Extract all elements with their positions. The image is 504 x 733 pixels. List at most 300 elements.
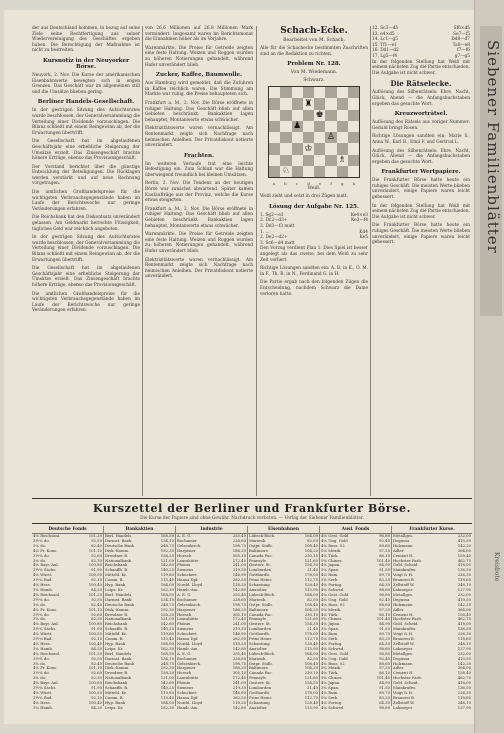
security-price: 100,80 (88, 562, 102, 568)
board-square (292, 166, 303, 177)
security-price: 282,50 (232, 577, 246, 583)
security-price: 101,10 (88, 547, 102, 553)
security-price: 101,10 (88, 665, 102, 671)
security-price: 84,20 (91, 586, 102, 592)
security-price: 86,10 (379, 670, 390, 676)
security-name: 4% Oest. Gold (321, 650, 349, 656)
security-name: 3½% Sächs. (33, 626, 57, 632)
security-price: 140,25 (160, 626, 174, 632)
security-price: 64,30 (379, 582, 390, 588)
security-name: Schantung (249, 640, 270, 646)
security-price: 118,20 (232, 582, 246, 588)
security-price: 248,10 (457, 699, 471, 705)
security-price: 162,30 (160, 586, 174, 592)
security-name: Pennsylv. (249, 557, 267, 563)
security-price: 64,30 (379, 699, 390, 705)
section-heading: Zucker, Kaffee, Baumwolle. (155, 72, 243, 79)
security-name: Bochumer (177, 596, 197, 602)
security-name: 4% Russ. 02 (321, 542, 345, 548)
security-price: 248,10 (457, 640, 471, 646)
security-price: 248,75 (160, 542, 174, 548)
security-name: Laurahütte (177, 675, 199, 681)
board-square (292, 87, 303, 98)
security-name: 3% do. (33, 660, 47, 666)
paragraph: Die Reichsbank hat den Diskontsatz unverändert gelassen. Am Geldmarkt herrschte Flüssigkeit, tägliches Geld war reichlich angeboten. (32, 215, 140, 232)
security-name: 4% Reichsanl. (33, 533, 61, 538)
column-1 (32, 26, 140, 496)
security-price: 104,20 (304, 606, 318, 612)
security-price: 168,50 (160, 650, 174, 656)
divider (32, 523, 472, 524)
security-name: Zellstoff W. (393, 582, 415, 588)
problem-author: Von M. Wiedemann. (290, 70, 338, 76)
board-square (337, 155, 348, 166)
security-price: 92,10 (91, 636, 102, 642)
move-text: 17. Lg5—f4 (372, 53, 398, 59)
security-name: Hochster Farb. (393, 557, 423, 563)
board-square (269, 132, 280, 143)
paragraph: von 26,6 Millionen auf 26,8 Millionen Mark vermindert. Insgesamt waren im Berichtsmonat die Einnahmen höher als im Vorjahre. (145, 26, 253, 43)
security-price: 184,00 (160, 640, 174, 646)
column-rule (256, 26, 257, 496)
security-price: 178,00 (304, 690, 318, 695)
security-name: Mainkraftw. (393, 567, 417, 573)
security-price: 121,00 (160, 557, 174, 563)
security-price: 92,40 (379, 537, 390, 543)
file-label: g (341, 181, 344, 187)
chess-piece: ♚ (315, 109, 324, 120)
security-price: 164,00 (304, 533, 318, 538)
security-price: 97,20 (379, 606, 390, 612)
security-price: 92,50 (91, 655, 102, 661)
security-name: Berl. Handels (105, 591, 132, 597)
board-square (325, 132, 336, 143)
security-name: Voigt & H. (393, 690, 414, 695)
board-square (325, 121, 336, 132)
chess-section-title: Schach-Ecke. (280, 26, 348, 36)
security-name: Hamb.-Am. (177, 704, 199, 710)
move-text: 3. Sc6—d4 matt (260, 240, 295, 246)
board-square (269, 166, 280, 177)
security-price: 162,30 (160, 704, 174, 710)
paragraph: Die amtlichen Großhandelspreise für die wichtigsten Verbrauchsgegenstände haben im Laufe der Berichtswoche nur geringe Veränderungen erfahren. (32, 190, 140, 212)
security-price: 462,75 (457, 675, 471, 681)
board-square (303, 87, 314, 98)
security-price: 121,60 (304, 616, 318, 622)
board-square (325, 166, 336, 177)
security-name: Anatolier (249, 586, 267, 592)
security-name: 3% Hamb. (33, 586, 54, 592)
security-name: 5% Chines. (321, 675, 343, 681)
security-price: 101,20 (88, 591, 102, 597)
security-name: Gotthardb. (249, 690, 270, 695)
security-price: 82,30 (91, 675, 102, 681)
security-name: Leipz. Kr. (105, 704, 124, 710)
security-price: 96,80 (379, 533, 390, 538)
security-price: 121,00 (160, 675, 174, 681)
security-name: Lahmeyer (393, 645, 413, 651)
security-name: Hoesch (177, 611, 192, 617)
security-price: 83,20 (379, 694, 390, 700)
move-text: 1. ... (260, 229, 270, 235)
solution-moves (260, 213, 368, 247)
board-square (325, 87, 336, 98)
security-price: 364,00 (457, 665, 471, 671)
security-price: 82,50 (307, 655, 318, 661)
security-price: 101,40 (376, 616, 390, 622)
security-name: Marienb. (249, 596, 267, 602)
security-name: Gold. Scheid. (393, 680, 419, 686)
security-name: Reichsbank (105, 562, 128, 568)
security-name: Prinz Heinr. (249, 577, 273, 583)
security-name: Marienb. (249, 655, 267, 661)
move-text: Ke5 (359, 235, 368, 241)
security-name: 4% Reichsanl. (33, 650, 61, 656)
security-name: 4% Schwed. (321, 586, 345, 592)
security-name: Hyp. Bank (105, 699, 126, 705)
security-name: 4% Oest. Gold (321, 591, 349, 597)
security-name: 5% Chines. (321, 616, 343, 622)
board-square (303, 121, 314, 132)
security-name: Nationalbank (105, 616, 131, 622)
paragraph: In der gestrigen Sitzung des Aufsichtsrates wurde beschlossen, der Generalversammlung die Verteilung einer Dividende vorzuschlagen. Die Bilanz schließt mit einem Reingewinn ab, der die Erwartungen übertrifft. (32, 108, 140, 136)
security-price: 82,50 (307, 537, 318, 543)
security-price: 89,70 (379, 631, 390, 637)
security-price: 158,20 (160, 611, 174, 617)
security-price: 64,30 (379, 640, 390, 646)
board-square (314, 98, 325, 109)
security-name: 5% Serb. (321, 694, 339, 700)
board-square (280, 143, 291, 154)
security-name: 4% Ung. Gold (321, 596, 348, 602)
board-square (292, 155, 303, 166)
security-name: Lübeck-Büch. (249, 533, 276, 538)
move-text: Ke4×e3 (350, 212, 368, 218)
security-name: Laurahütte (177, 616, 199, 622)
security-name: Darmst. Bank (105, 655, 132, 661)
security-price: 92,50 (91, 537, 102, 543)
paragraph: Die Frankfurter Börse hatte heute ein ruhiges Geschäft. Die meisten Werte blieben unverändert, einige Papiere waren leicht gebessert. (372, 178, 470, 201)
board-square (348, 110, 359, 121)
security-price: 462,75 (457, 616, 471, 622)
move-text: 12. Sc3—d5 (372, 26, 399, 31)
board-square (292, 132, 303, 143)
move-text: Ke3—f4 (351, 218, 368, 224)
paragraph: Warenmärkte. Die Preise für Getreide zeigten eine feste Haltung. Weizen und Roggen wurden zu höheren Notierungen gehandelt, während Hafer unverändert blieb. (145, 45, 253, 68)
security-price: 86,10 (379, 552, 390, 558)
paragraph: Neuyork, 2. Nov. Die Kurse der amerikanischen Eisenbahnwerte bewegten sich in engen Grenzen. Das Geschäft war im allgemeinen still und die Umsätze blieben gering. (32, 72, 140, 95)
security-price: 142,80 (232, 586, 246, 592)
security-name: Schaaffh. B. (105, 626, 129, 632)
paragraph: Warenmärkte. Die Preise für Getreide zeigten eine feste Haltung. Weizen und Roggen wurden zu höheren Notierungen gehandelt, während Hafer unverändert blieb. (145, 232, 253, 254)
security-price: 84,90 (379, 562, 390, 568)
security-price: 104,20 (304, 665, 318, 671)
security-name: 4% Portug. (321, 582, 343, 588)
security-price: 364,00 (457, 547, 471, 553)
security-name: Canada Pac. (249, 552, 273, 558)
security-price: 142,20 (457, 601, 471, 607)
security-name: Voigt & H. (393, 631, 414, 637)
security-name: Lübeck-Büch. (249, 650, 276, 656)
table-row (32, 706, 103, 711)
paragraph: Frankfurt a. M., 2. Nov. Die Börse eröffnete in ruhiger Haltung. Das Geschäft blieb auf allen Gebieten beschränkt. Bankaktien lagen behauptet, Montanwerte etwas schwächer. (145, 100, 253, 123)
security-price: 127,90 (457, 586, 471, 592)
security-name: Canada Pac. (249, 670, 273, 676)
board-square (292, 121, 303, 132)
security-name: Disk.-Komm. (105, 606, 130, 612)
security-name: Bochumer (177, 655, 197, 661)
security-price: 168,50 (160, 533, 174, 538)
security-price: 219,30 (232, 685, 246, 691)
board-square (314, 87, 325, 98)
security-price: 115,90 (304, 645, 318, 651)
board-square (303, 110, 314, 121)
security-name: Brauerei B. (393, 636, 416, 642)
security-name: 3½% do. (33, 537, 50, 543)
security-name: Marienb. (249, 537, 267, 543)
security-name: Metallges. (393, 650, 414, 656)
security-price: 184,00 (160, 699, 174, 705)
security-name: Brauerei B. (393, 694, 416, 700)
section-heading: Berliner Handels-Gesellschaft. (37, 99, 135, 106)
security-name: 3% do. (33, 675, 47, 681)
board-square (303, 98, 314, 109)
security-name: 3% Hamb. (33, 645, 54, 651)
black-label: Schwarz. (303, 78, 325, 84)
security-name: 3½% Bad. (33, 694, 53, 700)
security-price: 136,50 (457, 626, 471, 632)
exchange-table (248, 526, 320, 710)
security-name: Ostpr. Südb. (249, 601, 273, 607)
security-name: Berl. Handels (105, 650, 132, 656)
security-name: 4% Türk. (321, 552, 339, 558)
security-price: 121,60 (304, 557, 318, 563)
security-name: A. E. G. (177, 650, 192, 656)
board-square (314, 155, 325, 166)
security-name: Hamb.-Am. (177, 586, 199, 592)
security-price: 418,00 (457, 562, 471, 568)
security-price: 255,40 (232, 533, 246, 538)
security-name: Mitteld. Kr. (105, 572, 127, 578)
spine-footer: Kreisbote (493, 552, 500, 582)
security-price: 142,80 (232, 704, 246, 710)
security-price: 91,50 (379, 567, 390, 573)
security-price: 164,00 (304, 591, 318, 597)
board-square (348, 155, 359, 166)
security-name: 4% Schwed. (321, 645, 345, 651)
security-name: Holzmann (393, 542, 413, 548)
security-price: 255,40 (232, 591, 246, 597)
security-price: 172,40 (232, 616, 246, 622)
column-3-chess (260, 26, 368, 496)
security-name: 3½% do. (33, 611, 50, 617)
security-price: 184,00 (160, 582, 174, 588)
board-square (292, 98, 303, 109)
security-name: 3½% do. (33, 596, 50, 602)
security-name: Schuckert (177, 631, 197, 637)
table-row (248, 706, 319, 711)
security-price: 142,20 (457, 660, 471, 666)
security-name: 4% Pr. Kons. (33, 665, 58, 671)
exchange-tables (32, 526, 472, 710)
security-price: 178,00 (304, 631, 318, 637)
security-name: Disk.-Komm. (105, 547, 130, 553)
board-square (314, 110, 325, 121)
board-square (325, 155, 336, 166)
security-price: 112,70 (304, 577, 318, 583)
security-name: Nordd. Lloyd (177, 699, 203, 705)
board-square (314, 121, 325, 132)
security-price: 410,50 (457, 537, 471, 543)
security-name: Comm. B. (105, 694, 124, 700)
move-text: 1. Sg2—e3 (260, 212, 284, 218)
security-name: Degussa (393, 655, 410, 661)
problem-title: Problem Nr. 128. (287, 61, 341, 68)
board-square (337, 166, 348, 177)
move-text: 13. e4×d5 (372, 31, 395, 37)
board-square (269, 87, 280, 98)
security-name: 4% Pr. Kons. (33, 547, 58, 553)
chess-piece: ♟ (293, 121, 302, 132)
table-row (392, 706, 472, 711)
security-price: 88,60 (379, 660, 390, 666)
security-price: 121,60 (304, 675, 318, 681)
security-price: 158,40 (457, 611, 471, 617)
security-name: Lombarden (249, 567, 272, 573)
security-name: 3½% Sächs. (33, 685, 57, 691)
security-name: A. E. G. (177, 591, 192, 597)
security-name: Dresdner B. (105, 670, 129, 676)
security-name: Berl. Handels (105, 533, 132, 538)
security-price: 128,40 (304, 699, 318, 705)
security-price: 142,60 (160, 621, 174, 627)
security-name: Pennsylv. (249, 616, 267, 622)
security-price: 172,40 (232, 675, 246, 681)
security-price: 115,40 (160, 694, 174, 700)
security-name: Schaaffh. B. (105, 567, 129, 573)
security-name: Reichsbank (105, 621, 128, 627)
security-price: 241,00 (232, 621, 246, 627)
security-price: 88,60 (379, 542, 390, 548)
security-name: Holzmann (393, 601, 413, 607)
security-price: 158,20 (160, 552, 174, 558)
paragraph: Die Partie ergab nach den folgenden Zügen die Entscheidung, nachdem Schwarz die Dame verloren hatte. (260, 280, 368, 297)
board-square (269, 98, 280, 109)
paragraph: Die Gesellschaft hat im abgelaufenen Geschäftsjahr eine erhebliche Steigerung der Umsätze erzielt. Das Zinsengeschäft brachte höhere Erträge, ebenso das Provisionsgeschäft. (32, 139, 140, 162)
security-name: Metallges. (393, 591, 414, 597)
security-name: 3½% Bad. (33, 577, 53, 583)
security-price: 92,60 (91, 611, 102, 617)
security-name: 4% Württ. (33, 631, 53, 637)
security-price: 186,20 (232, 665, 246, 671)
security-price: 282,50 (232, 694, 246, 700)
paragraph: In der gestrigen Sitzung des Aufsichtsrates wurde beschlossen, der Generalversammlung die Verteilung einer Dividende vorzuschlagen. Die Bilanz schließt mit einem Reingewinn ab, der die Erwartungen übertrifft. (32, 235, 140, 263)
security-name: Metallges. (393, 533, 414, 538)
board-square (325, 98, 336, 109)
security-name: Disk.-Komm. (105, 665, 130, 671)
security-name: Lahmeyer (393, 704, 413, 710)
move-text: 2. Dc2—d3+ (260, 218, 288, 224)
security-name: Gold. Scheid. (393, 562, 419, 568)
security-price: 92,50 (91, 596, 102, 602)
security-name: 4% Pr. Kons. (33, 606, 58, 612)
board-square (292, 110, 303, 121)
paragraph: Die Gesellschaft hat im abgelaufenen Geschäftsjahr eine erhebliche Steigerung der Umsätze erzielt. Das Zinsengeschäft brachte höhere Erträge, ebenso das Provisionsgeschäft. (32, 266, 140, 288)
stipulation: Weiß zieht und setzt in drei Zügen matt. (260, 194, 348, 200)
security-price: 226,30 (457, 572, 471, 578)
board-square (280, 132, 291, 143)
security-price: 101,20 (88, 533, 102, 538)
file-label: e (318, 181, 322, 187)
security-price: 82,40 (91, 542, 102, 548)
security-name: Hoesch (177, 670, 192, 676)
security-name: Ostpr. Südb. (249, 542, 273, 548)
chess-piece: ♔ (304, 143, 313, 154)
security-price: 21,40 (307, 567, 318, 573)
table-row (320, 706, 391, 711)
column-4 (372, 26, 470, 496)
security-price: 119,80 (160, 572, 174, 578)
security-price: 154,30 (304, 680, 318, 686)
security-name: 4% Rum. (321, 690, 339, 695)
security-price: 21,40 (307, 626, 318, 632)
security-name: 3% do. (33, 557, 47, 563)
security-name: A. E. G. (177, 533, 192, 538)
security-price: 127,90 (457, 645, 471, 651)
security-name: 4% Russ. 02 (321, 601, 345, 607)
security-price: 91,50 (379, 685, 390, 691)
chess-piece: ♜ (304, 98, 313, 109)
security-name: Lombarden (249, 626, 272, 632)
security-price: 248,75 (160, 601, 174, 607)
security-name: Comm. B. (105, 577, 124, 583)
board-square (325, 110, 336, 121)
security-name: Cement H. (393, 552, 414, 558)
security-name: Harpener (177, 606, 196, 612)
security-name: 4% Oest. Gold (321, 533, 349, 538)
security-price: 92,60 (91, 552, 102, 558)
security-price: 100,80 (88, 680, 102, 686)
chess-editor: Bearbeitet von M. Schach. (283, 38, 345, 43)
security-name: Gelsenkirch. (177, 601, 202, 607)
security-name: 4% Türk. (321, 670, 339, 676)
table-header: Frankfurter Kurse. (392, 526, 472, 534)
security-name: 4% Württ. (33, 690, 53, 695)
security-price: 88,60 (379, 601, 390, 607)
security-price: 100,40 (88, 699, 102, 705)
security-price: 84,20 (91, 645, 102, 651)
security-name: Gotthardb. (249, 631, 270, 637)
security-price: 158,20 (160, 670, 174, 676)
security-price: 82,40 (91, 601, 102, 607)
security-price: 140,25 (160, 567, 174, 573)
security-price: 158,40 (457, 552, 471, 558)
board-square (348, 98, 359, 109)
security-price: 164,00 (304, 650, 318, 656)
security-name: Oesterr. St. (249, 680, 272, 686)
security-price: 98,60 (379, 645, 390, 651)
security-price: 108,40 (304, 660, 318, 666)
security-price: 228,60 (232, 537, 246, 543)
security-name: 4% Hess. (33, 640, 51, 646)
paragraph: der aus Deutschland kommen, in bezug auf seine Ziele seine Rechtfertigung aus seiner Wiedervereinigung des Geschäftes ergeben haben. Die Berechtigung der Maßnahme ist nicht zu bestreiten. (32, 26, 140, 54)
security-price: 186,20 (232, 547, 246, 553)
move-text: Se7—f5 (453, 31, 470, 37)
security-price: 305,10 (232, 670, 246, 676)
security-name: Hamb.-Am. (177, 645, 199, 651)
chess-piece: ♗ (338, 154, 347, 165)
security-name: Mitteld. Kr. (105, 631, 127, 637)
